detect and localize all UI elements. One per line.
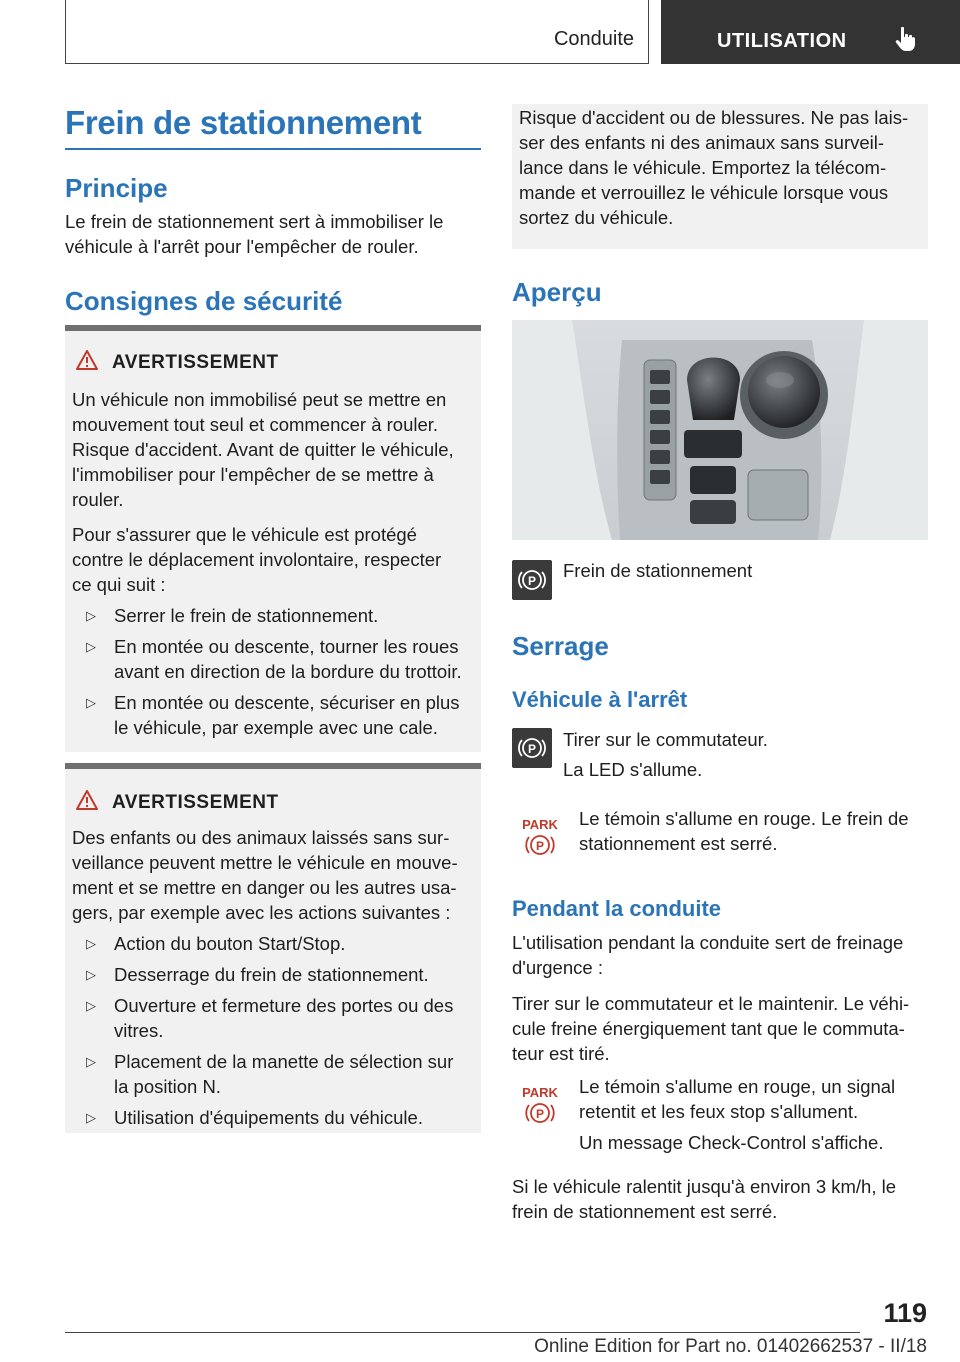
list-item: ▷ En montée ou descente, sécuriser en plus le véhicule, par exemple avec une cale.	[72, 690, 472, 740]
final-paragraph: Si le véhicule ralentit jusqu'à environ 3 km/h, le frein de stationnement est serré.	[512, 1176, 897, 1222]
warning-1-body: Un véhicule non immobilisé peut se mettre en mouvement tout seul et commencer à rouler. Risque d'accident. Avant de quitter le véhicule, l'immobiliser pour l'empêcher de se mettre à rouler. Pour s'assurer que le véhicule est protégé contre le déplacement involontaire, respecter ce qui suit : ▷ Serrer le frein de stationnement. ▷ En montée ou descente, tourner les roues avant en direction de la bordure du trottoir. ▷ En montée ou descente, sécuriser en plus le véhicule, par exemple avec une cale.	[72, 387, 472, 740]
hand-pointer-icon	[895, 26, 917, 52]
apercu-heading: Aperçu	[512, 277, 602, 307]
svg-text:P: P	[535, 1107, 545, 1121]
list-item: ▷ Desserrage du frein de stationnement.	[72, 962, 480, 987]
warning-triangle-icon	[76, 790, 98, 810]
header-chapter-label: UTILISATION	[717, 30, 847, 52]
page-title: Frein de stationnement	[65, 104, 422, 141]
arret-heading: Véhicule à l'arrêt	[512, 687, 688, 712]
parking-brake-switch-icon	[512, 728, 552, 768]
warning-continued-text: Risque d'accident ou de blessures. Ne pas lais- ser des enfants ni des animaux sans surveil- lance dans le véhicule. Emportez la télécom- mande et verrouillez le véhicule lorsque vous sortez du véhicule.	[519, 107, 909, 228]
svg-text:P: P	[535, 839, 545, 853]
page-number: 119	[883, 1298, 927, 1328]
park-indicator-icon	[516, 816, 564, 865]
footer-edition: Online Edition for Part no. 01402662537 - II/18	[534, 1336, 927, 1357]
warning-triangle-icon	[76, 350, 98, 370]
conduite-heading: Pendant la conduite	[512, 896, 722, 921]
list-item: ▷ Utilisation d'équipements du véhicule.	[72, 1105, 480, 1130]
console-illustration	[512, 320, 928, 540]
svg-text:P: P	[527, 742, 537, 756]
warning-2-title: AVERTISSEMENT	[112, 792, 279, 813]
warning-1-title: AVERTISSEMENT	[112, 352, 279, 373]
principe-text: Le frein de stationnement sert à immobiliser le véhicule à l'arrêt pour l'empêcher de rouler.	[65, 211, 444, 257]
svg-text:PARK: PARK	[522, 817, 558, 832]
apercu-caption: Frein de stationnement	[563, 560, 753, 581]
list-item: ▷ Placement de la manette de sélection sur la position N.	[72, 1049, 480, 1099]
serrage-heading: Serrage	[512, 631, 609, 661]
list-item: ▷ Action du bouton Start/Stop.	[72, 931, 480, 956]
list-item: ▷ Ouverture et fermeture des portes ou des vitres.	[72, 993, 480, 1043]
list-item: ▷ En montée ou descente, tourner les roues avant en direction de la bordure du trottoir.	[72, 634, 472, 684]
warning-2-body: Des enfants ou des animaux laissés sans sur- veillance peuvent mettre le véhicule en mouve- ment et se mettre en danger ou les autres usa- gers, par exemple avec les actions suivantes : ▷ Action du bouton Start/Stop. ▷ Desserrage du frein de stationnement. ▷ Ouverture et fermeture des portes ou des vitres. ▷ Placement de la manette de sélection sur la position N. ▷ Utilisation d'équipements du véhicule.	[72, 825, 480, 1130]
park-indicator-icon	[516, 1084, 564, 1133]
header-chapter-tab	[661, 0, 960, 64]
principe-heading: Principe	[65, 173, 168, 203]
consignes-heading: Consignes de sécurité	[65, 286, 343, 316]
parking-brake-switch-icon	[512, 560, 552, 600]
svg-text:P: P	[527, 574, 537, 588]
park-text-1: Le témoin s'allume en rouge. Le frein de stationnement est serré.	[579, 808, 909, 854]
header-section-label: Conduite	[553, 28, 634, 50]
footer-rule	[65, 1332, 860, 1333]
svg-text:PARK: PARK	[522, 1085, 558, 1100]
title-underline	[65, 148, 481, 150]
list-item: ▷ Serrer le frein de stationnement.	[72, 603, 472, 628]
conduite-text: L'utilisation pendant la conduite sert de freinage d'urgence : Tirer sur le commutateur et le maintenir. Le véhi- cule freine énergiquement tant que le commuta- teur est tiré.	[512, 932, 910, 1064]
arret-text: Tirer sur le commutateur. La LED s'allume.	[563, 729, 768, 780]
park-text-2: Le témoin s'allume en rouge, un signal retentit et les feux stop s'allument. Un message Check-Control s'affiche.	[579, 1076, 896, 1153]
